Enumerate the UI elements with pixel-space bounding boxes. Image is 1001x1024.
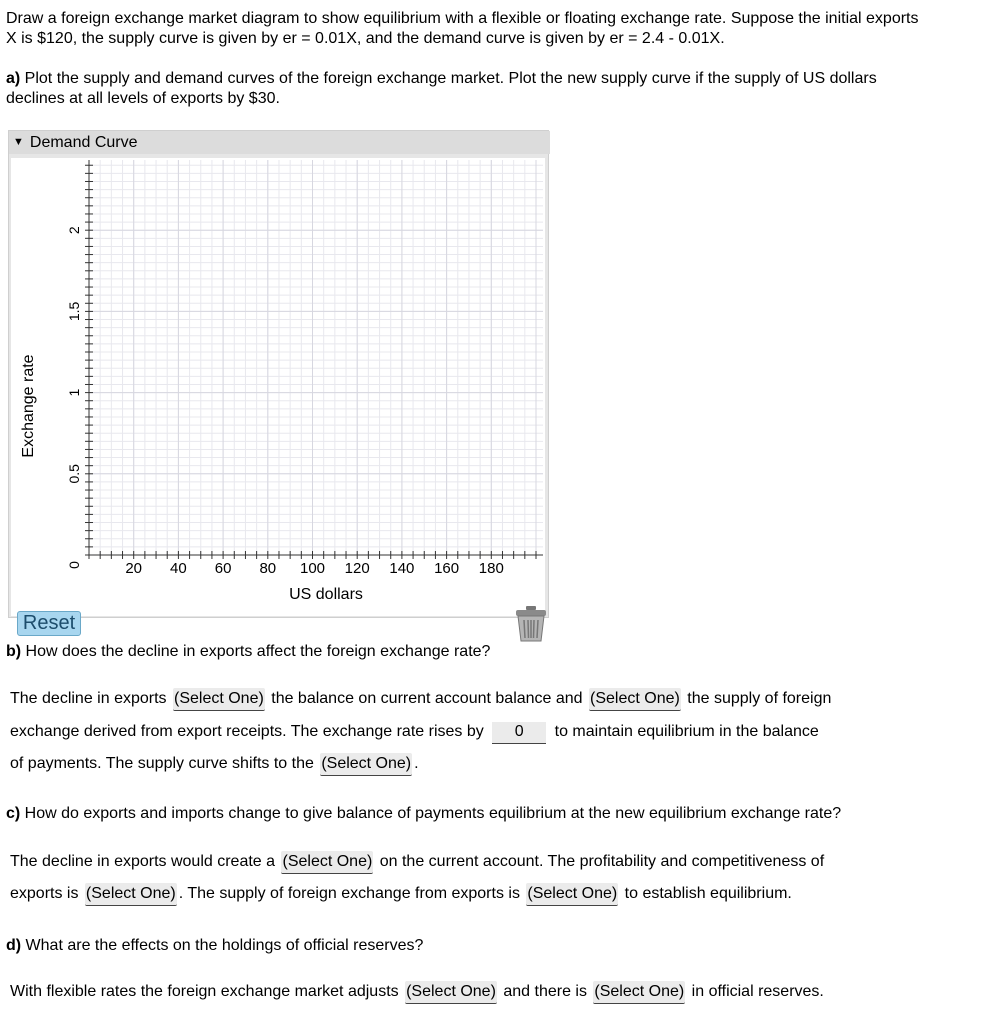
part-a-question: [6, 69, 996, 109]
part-b-select-3[interactable]: (Select One): [320, 753, 412, 776]
curve-selector-label: Demand Curve: [29, 133, 138, 151]
graph-panel: [8, 130, 549, 634]
part-b-line-3: [10, 753, 419, 776]
part-b-text-6: of payments. The supply curve shifts to the: [10, 755, 319, 772]
part-d-select-2[interactable]: (Select One): [593, 981, 685, 1004]
part-c-line-1: [10, 851, 824, 874]
part-c-label: c): [6, 805, 21, 822]
intro-line-2: X is $120, the supply curve is given by er = 0.01X, and the demand curve is given by er = 2.4 - 0.01X.: [6, 30, 725, 47]
part-c-select-2[interactable]: (Select One): [85, 883, 177, 906]
graph-canvas[interactable]: [11, 158, 545, 616]
y-tick-label: 0: [66, 561, 82, 569]
x-tick-label: 100: [299, 560, 326, 577]
part-d-text-2: and there is: [498, 983, 592, 1000]
caret-down-icon[interactable]: ▼: [13, 136, 24, 148]
part-b-text-5: to maintain equilibrium in the balance: [550, 723, 819, 740]
y-tick-label: 0.5: [66, 464, 82, 484]
part-d-question-text: What are the effects on the holdings of official reserves?: [21, 937, 424, 954]
part-d-text-3: in official reserves.: [687, 983, 824, 1000]
part-b-text-2: the balance on current account balance and: [266, 690, 588, 707]
y-tick-label: 1: [66, 388, 82, 397]
part-b-text-1: The decline in exports: [10, 690, 171, 707]
part-a-line-2: declines at all levels of exports by $30.: [6, 90, 280, 107]
part-b-text-4: exchange derived from export receipts. The exchange rate rises by: [10, 723, 489, 740]
x-tick-label: 180: [478, 560, 504, 577]
x-tick-label: 20: [125, 560, 143, 577]
curve-selector[interactable]: [9, 131, 550, 154]
y-axis-label: Exchange rate: [20, 354, 37, 458]
part-c-line-2: [10, 883, 792, 906]
x-tick-label: 60: [214, 560, 232, 577]
part-c-text-5: to establish equilibrium.: [620, 885, 792, 902]
x-tick-label: 40: [170, 560, 187, 577]
trash-icon[interactable]: [513, 605, 549, 643]
part-b-select-2[interactable]: (Select One): [589, 688, 681, 711]
part-b-line-1: [10, 688, 831, 711]
intro-line-1: Draw a foreign exchange market diagram to show equilibrium with a flexible or floating exchange rate. Suppose the initial exports: [6, 10, 919, 27]
part-c-text-2: on the current account. The profitability and competitiveness of: [375, 853, 825, 870]
part-b-select-1[interactable]: (Select One): [173, 688, 265, 711]
part-a-label: a): [6, 70, 21, 87]
part-d-question: [6, 936, 996, 956]
exchange-rate-rise-input[interactable]: [492, 722, 546, 744]
part-b-label: b): [6, 643, 22, 660]
part-c-text-3: exports is: [10, 885, 83, 902]
x-tick-label: 80: [259, 560, 277, 577]
part-d-text-1: With flexible rates the foreign exchange market adjusts: [10, 983, 404, 1000]
part-d-label: d): [6, 937, 22, 954]
part-b-text-7: .: [414, 755, 419, 772]
part-c-text-4: . The supply of foreign exchange from exports is: [178, 885, 525, 902]
part-c-select-3[interactable]: (Select One): [526, 883, 618, 906]
part-c-text-1: The decline in exports would create a: [10, 853, 280, 870]
part-a-line-1: Plot the supply and demand curves of the foreign exchange market. Plot the new supply curve if the supply of US dollars: [20, 70, 877, 87]
part-c-select-1[interactable]: (Select One): [281, 851, 373, 874]
part-c-question-text: How do exports and imports change to give balance of payments equilibrium at the new equilibrium exchange rate?: [20, 805, 842, 822]
part-d-select-1[interactable]: (Select One): [405, 981, 497, 1004]
part-c-question: [6, 804, 996, 824]
x-tick-label: 160: [434, 560, 460, 577]
x-tick-label: 120: [344, 560, 370, 577]
part-b-question-text: How does the decline in exports affect the foreign exchange rate?: [21, 643, 491, 660]
part-d-line-1: [10, 981, 824, 1004]
x-tick-label: 140: [389, 560, 415, 577]
reset-button[interactable]: Reset: [17, 611, 81, 636]
x-axis-label: US dollars: [289, 586, 363, 603]
y-tick-label: 1.5: [66, 301, 82, 322]
y-tick-label: 2: [66, 226, 82, 235]
part-b-line-2: [10, 721, 819, 744]
part-b-text-3: the supply of foreign: [682, 690, 832, 707]
intro-text: [6, 9, 996, 49]
part-b-question: [6, 642, 996, 662]
graph-area[interactable]: [11, 158, 545, 634]
